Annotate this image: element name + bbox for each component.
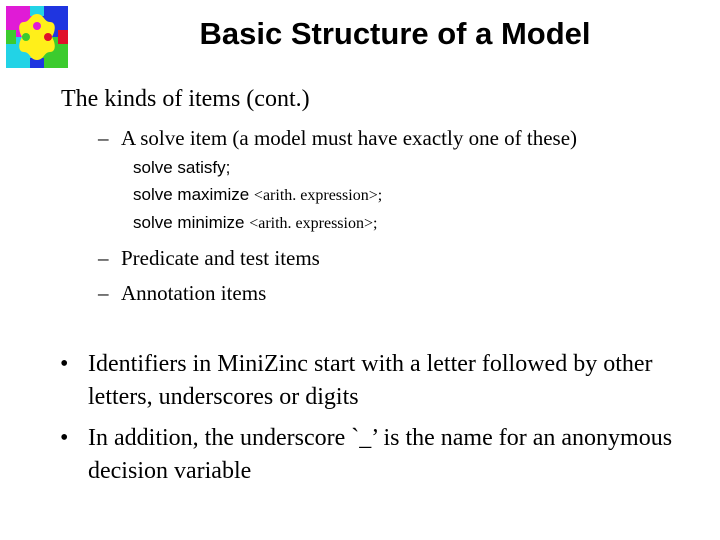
main-point: The kinds of items (cont.): [61, 86, 310, 112]
dash-marker: –: [98, 281, 109, 305]
bullet-text: In addition, the underscore `_’ is the name for an anonymous decision variable: [88, 425, 673, 484]
dash-item-text: Annotation items: [121, 281, 267, 305]
solve-code: solve maximize: [133, 185, 254, 204]
solve-expr: <arith. expression>;: [253, 187, 383, 204]
solve-code: solve satisfy;: [133, 158, 231, 177]
bullet-marker: •: [60, 351, 69, 377]
dash-marker: –: [98, 246, 109, 270]
dash-marker: –: [98, 126, 109, 150]
solve-line-satisfy: [133, 157, 230, 180]
solve-line-maximize: [133, 184, 382, 207]
dash-item-text: Predicate and test items: [121, 246, 320, 270]
puzzle-logo-icon: [6, 6, 68, 68]
bullet-marker: •: [60, 425, 69, 451]
solve-expr: <arith. expression>;: [249, 215, 378, 232]
solve-code: solve minimize: [133, 213, 250, 232]
solve-line-minimize: [133, 212, 377, 235]
dash-item-text: A solve item (a model must have exactly one of these): [121, 126, 578, 150]
bullet-text: Identifiers in MiniZinc start with a letter followed by other letters, underscores or digits: [88, 351, 653, 410]
slide-title: Basic Structure of a Model: [199, 16, 591, 51]
